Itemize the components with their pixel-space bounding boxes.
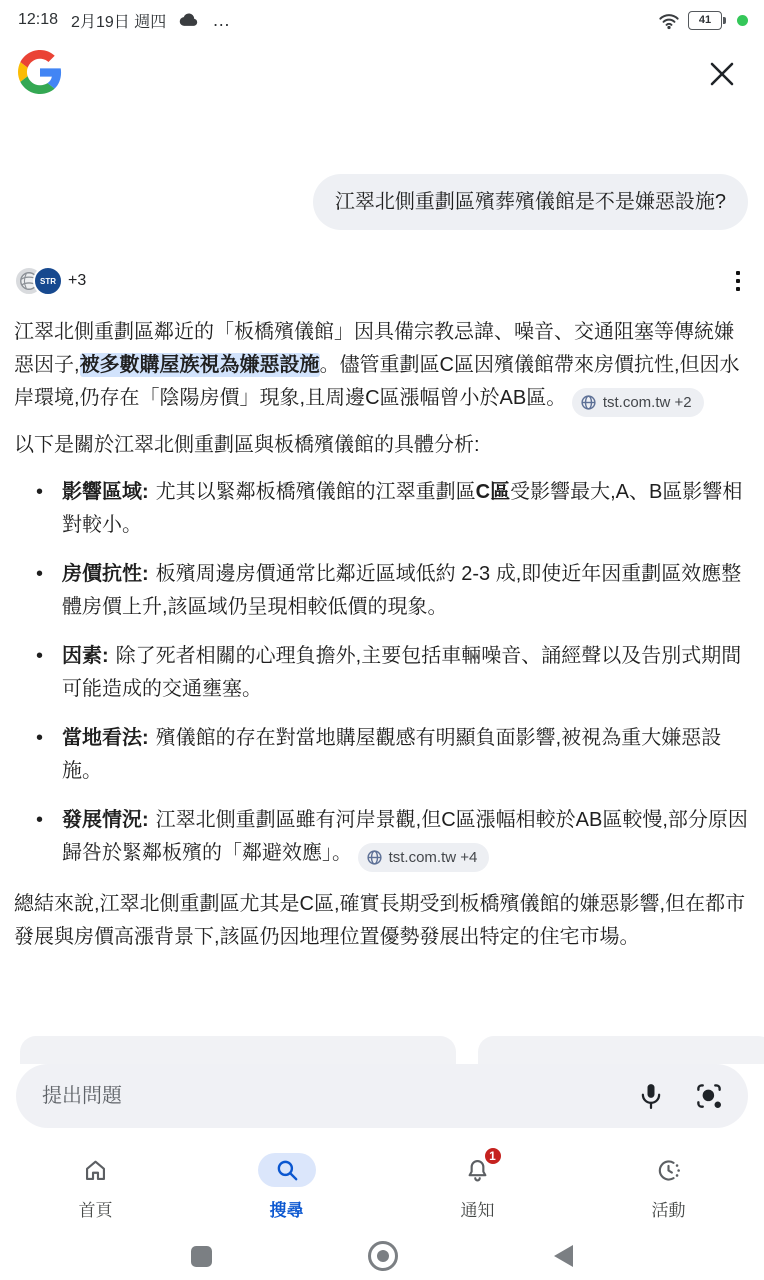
mic-icon [643, 1084, 659, 1108]
activity-icon [655, 1157, 682, 1184]
weather-cloud-icon [179, 12, 199, 28]
more-options-button[interactable] [730, 265, 746, 297]
home-icon [82, 1157, 109, 1184]
back-button[interactable] [554, 1245, 573, 1267]
nav-label-activity: 活動 [651, 1201, 686, 1220]
lens-button[interactable] [694, 1081, 724, 1111]
nav-item-notifications[interactable] [382, 1150, 573, 1232]
bullet-text: 尤其以緊鄰板橋殯儀館的江翠重劃區 [155, 481, 476, 503]
ask-input[interactable] [40, 1084, 608, 1109]
p1-highlight: 被多數購屋族視為嫌惡設施 [79, 354, 320, 376]
user-query-text: 江翠北側重劃區殯葬殯儀館是不是嫌惡設施? [334, 191, 726, 213]
bullet-dot: • [36, 809, 44, 831]
recents-button[interactable] [191, 1246, 212, 1267]
answer-intro: 以下是關於江翠北側重劃區與板橋殯儀館的具體分析: [14, 434, 480, 456]
ask-input-bar [16, 1064, 748, 1128]
nav-label-home: 首頁 [78, 1201, 113, 1220]
bullet-label: 因素: [62, 645, 109, 667]
nav-item-search[interactable] [191, 1150, 382, 1232]
bullet-dot: • [36, 481, 44, 503]
bullet-dot: • [36, 727, 44, 749]
source-chip-1-label: tst.com.tw +2 [602, 394, 692, 411]
source-row [14, 262, 746, 300]
android-home-button[interactable] [368, 1241, 398, 1271]
status-date: 2月19日 週四 [71, 13, 167, 31]
bullet-development [14, 804, 750, 872]
source-favicon-str[interactable] [33, 266, 63, 296]
bullet-text: 板殯周邊房價通常比鄰近區域低約 2-3 成,即使近年因重劃區效應整體房價上升,該區域仍呈現相較低價的現象。 [62, 563, 742, 618]
globe-icon [366, 849, 383, 866]
mic-button[interactable] [636, 1081, 666, 1111]
bullet-text: 江翠北側重劃區雖有河岸景觀,但C區漲幅相較於AB區較慢,部分原因歸咎於緊鄰板殯的「鄰避效應」。 [62, 809, 748, 864]
bullet-impact-area [14, 476, 750, 542]
suggestion-card-left[interactable] [20, 1036, 456, 1064]
bullet-dot: • [36, 645, 44, 667]
answer-paragraph-1 [14, 316, 750, 417]
ai-answer [14, 316, 750, 966]
bullet-price-resistance [14, 558, 750, 624]
bullet-label: 當地看法: [62, 727, 149, 749]
user-query-bubble [313, 174, 748, 230]
nav-label-search: 搜尋 [269, 1201, 304, 1220]
bullet-text: 殯儀館的存在對當地購屋觀感有明顯負面影響,被視為重大嫌惡設施。 [62, 727, 722, 782]
source-count[interactable]: +3 [68, 272, 87, 289]
battery-indicator [688, 11, 726, 30]
battery-level: 41 [698, 14, 712, 26]
source-chip-1[interactable] [572, 388, 704, 417]
bullet-label: 房價抗性: [62, 563, 149, 585]
globe-icon [580, 394, 597, 411]
android-nav-bar [0, 1232, 764, 1280]
close-icon [712, 64, 732, 84]
nav-item-home[interactable] [0, 1150, 191, 1232]
clock: 12:18 [18, 11, 59, 28]
status-bar [0, 0, 764, 38]
nav-label-notifications: 通知 [460, 1201, 495, 1220]
wifi-icon [657, 10, 681, 30]
bullet-factors [14, 640, 750, 706]
status-overflow-dots: … [212, 10, 233, 30]
search-icon [274, 1157, 300, 1183]
source-chip-2[interactable] [358, 843, 490, 872]
bullet-bold: C區 [475, 481, 511, 503]
source-chip-2-label: tst.com.tw +4 [388, 849, 478, 866]
status-green-dot [737, 15, 748, 26]
close-button[interactable] [706, 58, 738, 90]
lens-icon [698, 1085, 721, 1108]
google-logo [18, 50, 62, 94]
answer-summary: 總結來說,江翠北側重劃區尤其是C區,確實長期受到板橋殯儀館的嫌惡影響,但在都市發展與房價高漲背景下,該區仍因地理位置優勢發展出特定的住宅市場。 [14, 893, 746, 948]
bullet-text: 除了死者相關的心理負擔外,主要包括車輛噪音、誦經聲以及告別式期間可能造成的交通壅塞。 [62, 645, 742, 700]
bullet-label: 發展情況: [62, 809, 149, 831]
p1-post: 。儘管重劃區C區因殯儀館帶來房價抗性,但因水岸環境,仍存在「陰陽房價」現象,且周邊C區漲幅曾小於AB區。 [14, 354, 740, 409]
bullet-text: 受影響最大,A、B區影響相對較小。 [62, 481, 743, 536]
source-favicon-str-text: STR [40, 276, 56, 286]
suggestion-card-right[interactable] [478, 1036, 764, 1064]
p1-pre: 江翠北側重劃區鄰近的「板橋殯儀館」因具備宗教忌諱、噪音、交通阻塞等傳統嫌惡因子, [14, 321, 734, 376]
notification-badge: 1 [483, 1146, 503, 1166]
kebab-icon [736, 271, 740, 275]
nav-item-activity[interactable] [573, 1150, 764, 1232]
bottom-nav [0, 1150, 764, 1232]
bullet-label: 影響區域: [62, 481, 149, 503]
bullet-local-view [14, 722, 750, 788]
bullet-dot: • [36, 563, 44, 585]
